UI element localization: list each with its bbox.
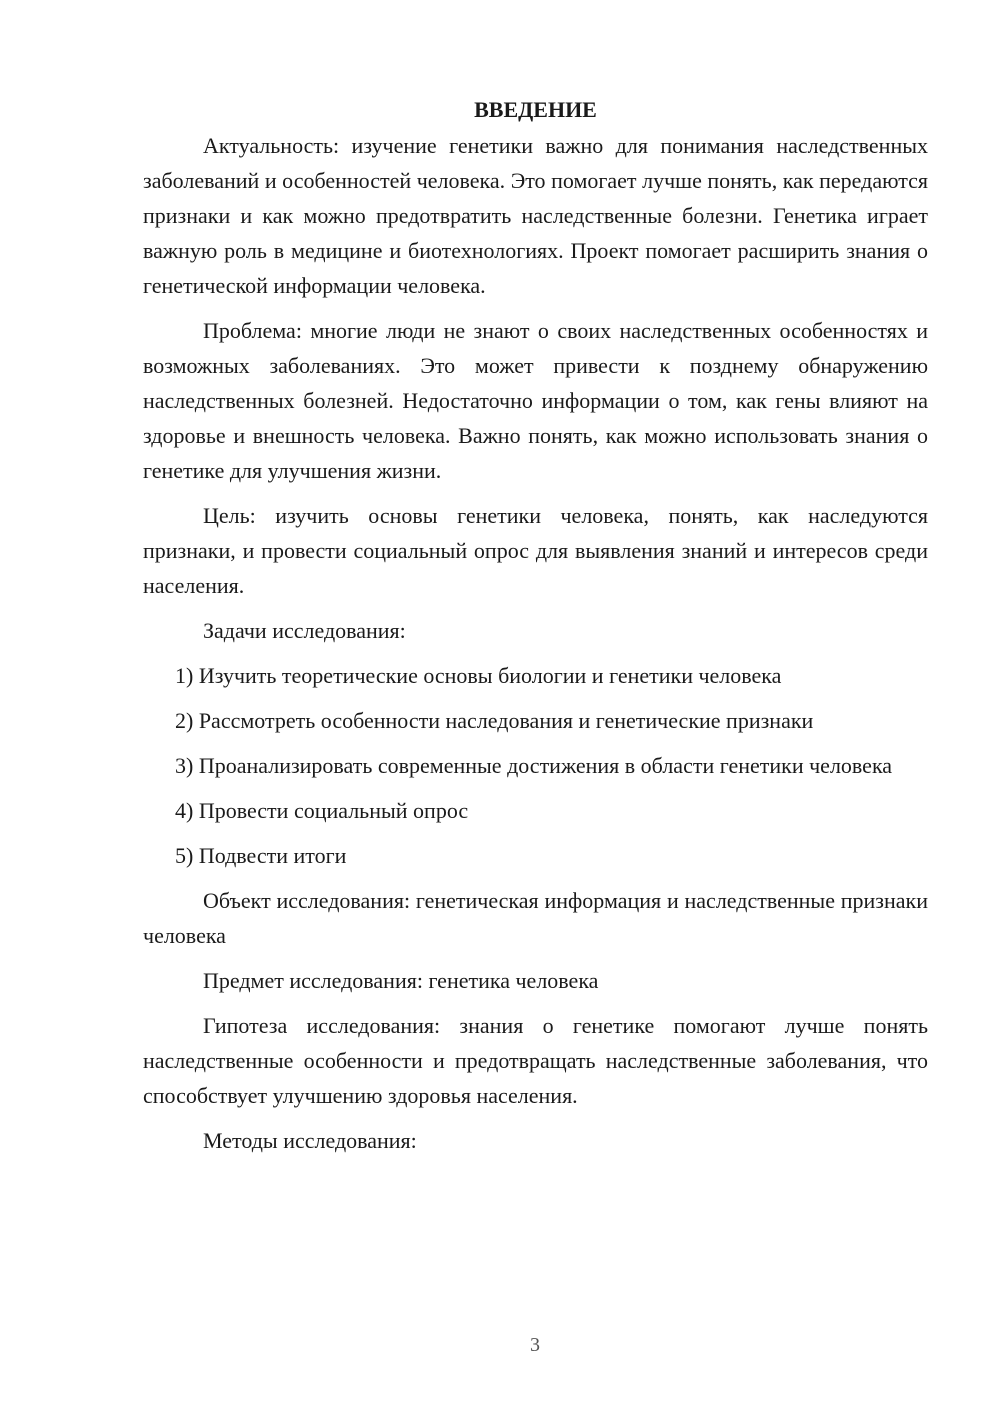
section-title: ВВЕДЕНИЕ — [474, 97, 597, 122]
problem-paragraph: Проблема: многие люди не знают о своих наследственных особенностях и возможных заболеваниях. Это может привести к позднему обнаружению наследственных болезней. Недостаточно информации о том, как гены влияют на здоровье и внешность человека. Важно понять, как можно использовать знания о генетике для улучшения жизни. — [143, 318, 928, 483]
page-number: 3 — [530, 1334, 540, 1356]
task-item: 4) Провести социальный опрос — [175, 798, 469, 823]
subject-paragraph: Предмет исследования: генетика человека — [203, 968, 599, 993]
task-item: 5) Подвести итоги — [175, 843, 347, 868]
tasks-heading: Задачи исследования: — [203, 618, 406, 643]
task-item: 3) Проанализировать современные достижения в области генетики человека — [175, 753, 893, 778]
relevance-paragraph: Актуальность: изучение генетики важно для понимания наследственных заболеваний и особенностей человека. Это помогает лучше понять, как передаются признаки и как можно предотвратить наследственные болезни. Генетика играет важную роль в медицине и биотехнологиях. Проект помогает расширить знания о генетической информации человека. — [143, 133, 928, 298]
object-paragraph: Объект исследования: генетическая информация и наследственные признаки человека — [143, 888, 928, 948]
document-page — [143, 92, 928, 1168]
goal-paragraph: Цель: изучить основы генетики человека, понять, как наследуются признаки, и провести социальный опрос для выявления знаний и интересов среди населения. — [143, 503, 928, 598]
task-item: 1) Изучить теоретические основы биологии и генетики человека — [175, 663, 782, 688]
task-item: 2) Рассмотреть особенности наследования и генетические признаки — [175, 708, 814, 733]
methods-heading: Методы исследования: — [203, 1128, 417, 1153]
hypothesis-paragraph: Гипотеза исследования: знания о генетике помогают лучше понять наследственные особенности и предотвращать наследственные заболевания, что способствует улучшению здоровья населения. — [143, 1013, 928, 1108]
